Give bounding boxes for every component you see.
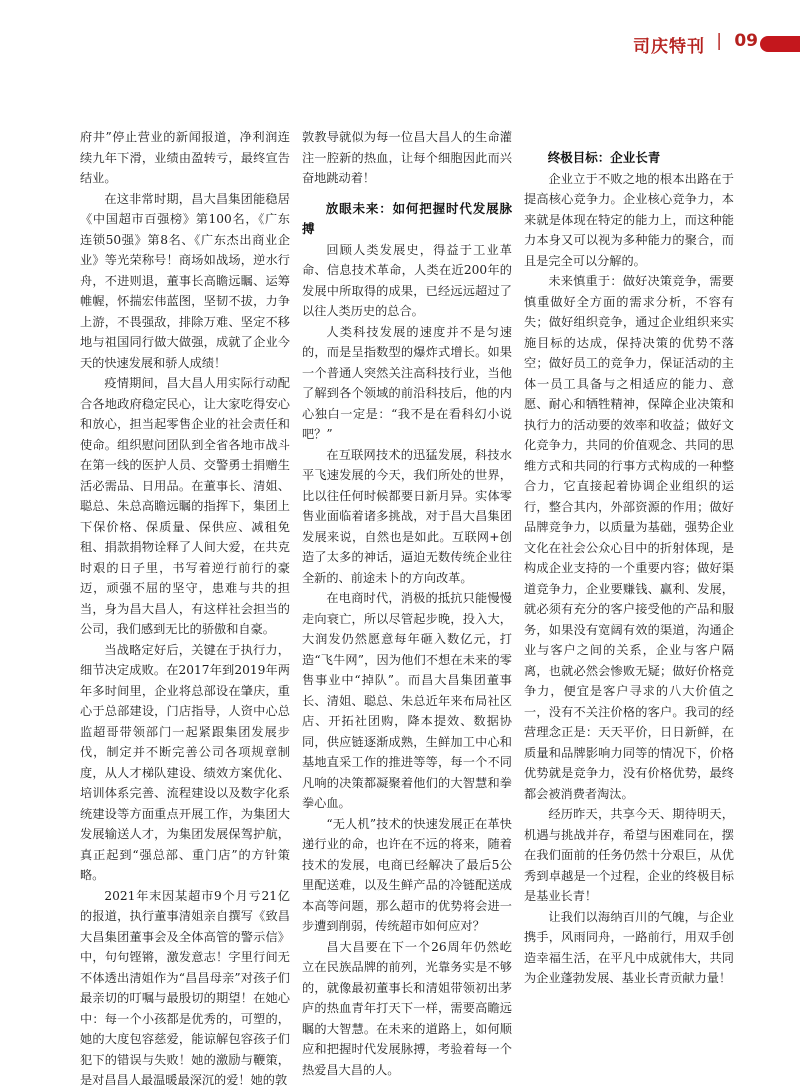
paragraph: 当战略定好后，关键在于执行力，细节决定成败。在2017年到2019年两年多时间里，企业将总部设在肇庆，重心于总部建设，门店指导，人资中心总监超哥带领部门一起紧跟集团发展步伐，制定并不断完善公司各项规章制度，从人才梯队建设、绩效方案优化、培训体系完善、流程建设以及数字化系统建设等方面重点开展工作，为集团大发展输送人才，为集团发展保驾护航，真正起到“强总部、重门店”的方针策略。 xyxy=(80,642,290,882)
magazine-section-title: 司庆特刊 xyxy=(633,37,705,57)
paragraph: 昌大昌要在下一个26周年仍然屹立在民族品牌的前列，光靠务实是不够的，就像最初董事长和清姐带领初出茅庐的热血青年打天下一样，需要高瞻远瞩的大智慧。在未来的道路上，如何顺应和把握时代发展脉搏，考验着每一个热爱昌大昌的人。 xyxy=(302,939,512,1077)
header-decor-bar xyxy=(760,36,800,52)
section-heading: 放眼未来：如何把握时代发展脉搏 xyxy=(302,200,512,236)
page-header xyxy=(440,28,800,62)
article-column-2 xyxy=(302,127,512,1080)
paragraph: 在互联网技术的迅猛发展，科技水平飞速发展的今天，我们所处的世界，比以往任何时候都要日新月异。实体零售业面临着诸多挑战，对于昌大昌集团发展来说，自然也是如此。互联网+创造了太多的神话，逼迫无数传统企业往全新的、前途未卜的方向改革。 xyxy=(302,447,512,585)
article-column-1 xyxy=(80,127,290,1091)
paragraph: 让我们以海纳百川的气魄，与企业携手，风雨同舟，一路前行，用双手创造幸福生活，在平凡中成就伟大，共同为企业蓬勃发展、基业长青贡献力量！ xyxy=(524,909,734,985)
paragraph: 人类科技发展的速度并不是匀速的，而是呈指数型的爆炸式增长。如果一个普通人突然关注高科技行业，当他了解到各个领域的前沿科技后，他的内心独白一定是：“我不是在看科幻小说吧？” xyxy=(302,324,512,441)
header-separator: | xyxy=(716,31,722,51)
page-number: 09 xyxy=(734,31,758,51)
section-heading: 终极目标：企业长青 xyxy=(547,150,661,165)
paragraph: 在电商时代，消极的抵抗只能慢慢走向衰亡，所以尽管起步晚，投入大，大润发仍然愿意每年砸入数亿元，打造“飞牛网”，因为他们不想在未来的零售事业中“掉队”。而昌大昌集团董事长、清姐、聪总、朱总近年来布局社区店、开拓社团购，降本提效、数据协同，供应链逐渐成熟，生鲜加工中心和基地直采工作的推进等等，每一个不同凡响的决策都凝聚着他们的大智慧和拳拳心血。 xyxy=(302,591,512,810)
article-column-3 xyxy=(524,127,734,989)
paragraph: 回顾人类发展史，得益于工业革命、信息技术革命，人类在近200年的发展中所取得的成果，已经远远超过了以往人类历史的总合。 xyxy=(302,242,512,318)
paragraph: 在这非常时期，昌大昌集团能稳居《中国超市百强榜》第100名，《广东连锁50强》第8名、《广东杰出商业企业》等光荣称号！商场如战场，逆水行舟，不进则退，董事长高瞻远瞩、运筹帷幄，怀揣宏伟蓝图，坚韧不拔，力争上游，不畏强敌，排除万难、坚定不移地与祖国同行做大做强，成就了企业今天的快速发展和骄人成绩！ xyxy=(80,191,290,370)
paragraph: 2021年末因某超市9个月亏21亿的报道，执行董事清姐亲自撰写《致昌大昌集团董事会及全体高管的警示信》中，句句铿锵，激发意志！字里行间无不体透出清姐作为“昌昌母亲”对孩子们最亲切的叮嘱与最殷切的期望！在她心中：每一个小孩都是优秀的，可塑的，她的大度包容慈爱，能谅解包容孩子们犯下的错误与失败！她的激励与鞭策，是对昌昌人最温暖最深沉的爱！她的敦 xyxy=(80,888,290,1087)
paragraph: 未来慎重于：做好决策竞争，需要慎重做好全方面的需求分析，不容有失；做好组织竞争，通过企业组织来实施目标的达成，保持决策的优势不落空；做好员工的竞争力，保证活动的主体一员工具备与之相适应的能力、意愿、耐心和牺牲精神，保障企业决策和执行力的活动要的效率和收益；做好文化竞争力，共同的价值观念、共同的思维方式和共同的行事方式构成的一种整合力，它直接起着协调企业组织的运行，整合其内，外部资源的作用；做好品牌竞争力，以质量为基础，强势企业文化在社会公众心目中的折射体现，是构成企业支持的一个重要内容；做好渠道竞争力，企业要赚钱、赢利、发展，就必须有充分的客户接受他的产品和服务，如果没有宽阔有效的渠道，沟通企业与客户之间的关系，企业与客户隔离，也就必然会惨败无疑；做好价格竞争力，便宜是客户寻求的八大价值之一，没有不关注价格的客户。我司的经营理念正是：天天平价，日日新鲜，在质量和品牌影响力同等的情况下，价格优势就是竞争力，没有价格优势，最终都会被消费者淘汰。 xyxy=(524,274,734,801)
paragraph: 敦教导就似为每一位昌大昌人的生命灌注一腔新的热血，让每个细胞因此而兴奋地跳动着！ xyxy=(302,130,512,185)
paragraph: 疫情期间，昌大昌人用实际行动配合各地政府稳定民心，让大家吃得安心和放心，担当起零售企业的社会责任和使命。组织慰问团队到全省各地市战斗在第一线的医护人员、交警勇士捐赠生活必需品、日用品。在董事长、清姐、聪总、朱总高瞻远瞩的指挥下，集团上下保价格、保质量、保供应、减租免租、捐款捐物诠释了人间大爱，在共克时艰的日子里，书写着逆行前行的豪迈，顽强不屈的坚守，患难与共的担当，身为昌大昌人，有这样社会担当的公司，我们感到无比的骄傲和自豪。 xyxy=(80,376,290,636)
paragraph: 府井”停止营业的新闻报道，净利润连续九年下滑，业绩由盈转亏，最终宣告结业。 xyxy=(80,130,290,185)
paragraph: 经历昨天，共享今天、期待明天，机遇与挑战并存，希望与困难同在，摆在我们面前的任务仍然十分艰巨，从优秀到卓越是一个过程，企业的终极目标是基业长青！ xyxy=(524,807,734,903)
paragraph: 企业立于不败之地的根本出路在于提高核心竞争力。企业核心竞争力，本来就是体现在特定的能力上，而这种能力本身又可以视为多种能力的聚合，而且是完全可以分解的。 xyxy=(524,171,734,268)
paragraph: “无人机”技术的快速发展正在革快递行业的命，也许在不远的将来，随着技术的发展，电商已经解决了最后5公里配送难，以及生鲜产品的冷链配送成本高等问题，那么超市的优势将会进一步遭到削弱，传统超市如何应对？ xyxy=(302,816,512,933)
